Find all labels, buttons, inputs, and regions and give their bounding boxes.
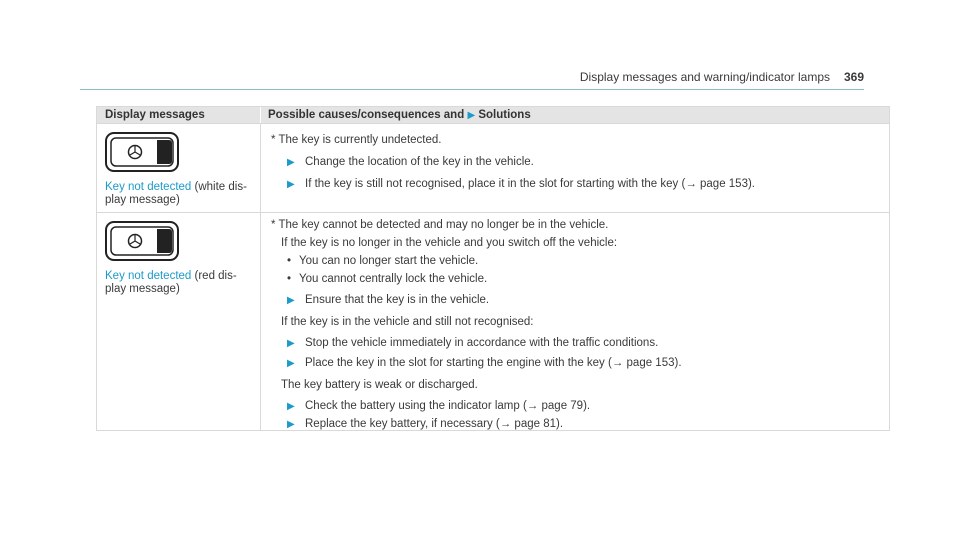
solution-step-text: If the key is still not recognised, place it in the slot for starting with the key (→ page 153).: [305, 178, 755, 190]
causes-solutions-cell: [260, 124, 889, 212]
consequence-text: You cannot centrally lock the vehicle.: [299, 273, 488, 285]
bullet-icon: •: [287, 255, 292, 267]
solution-step: [287, 177, 755, 192]
display-message-text: [105, 270, 260, 296]
page-number: 369: [843, 70, 864, 84]
display-messages-table: [96, 106, 890, 431]
solution-step: [287, 293, 489, 308]
condition-text: If the key is no longer in the vehicle and you switch off the vehicle:: [281, 237, 618, 249]
table-row: [97, 123, 889, 212]
col-header-display-messages: Display messages: [105, 109, 205, 121]
consequence-text: You can no longer start the vehicle.: [299, 255, 479, 267]
message-note: (red dis-: [191, 270, 237, 282]
solution-step: [287, 155, 534, 170]
step-arrow-icon: ▶: [287, 157, 295, 168]
col-header-causes-label: Possible causes/consequences and: [268, 109, 465, 121]
arrow-right-icon: ▶: [467, 110, 476, 121]
page-header: [80, 67, 864, 90]
condition-text: If the key is in the vehicle and still not recognised:: [281, 316, 534, 328]
solution-step-text: Change the location of the key in the vehicle.: [305, 156, 534, 168]
step-arrow-icon: ▶: [287, 358, 295, 369]
table-row: [97, 212, 889, 430]
consequence-item: [287, 254, 478, 268]
display-message-text: [105, 181, 260, 207]
condition-text: The key battery is weak or discharged.: [281, 379, 478, 391]
display-message-cell: [97, 213, 260, 430]
solution-step-text: Stop the vehicle immediately in accordance with the traffic conditions.: [305, 337, 659, 349]
table-header: [97, 107, 889, 123]
step-arrow-icon: ▶: [287, 179, 295, 190]
key-not-detected-link[interactable]: Key not detected: [105, 270, 192, 282]
key-icon: [105, 221, 179, 261]
step-arrow-icon: ▶: [287, 419, 295, 430]
solution-step-text: Check the battery using the indicator lamp (→ page 79).: [305, 400, 591, 412]
step-arrow-icon: ▶: [287, 338, 295, 349]
display-message-cell: [97, 124, 260, 212]
col-header-causes-solutions: [260, 107, 889, 123]
cause-text: * The key is currently undetected.: [271, 134, 442, 146]
header-title: Display messages and warning/indicator lamps: [579, 70, 830, 84]
key-not-detected-link[interactable]: Key not detected: [105, 181, 192, 193]
solution-step: [287, 417, 563, 432]
message-note: (white dis-: [191, 181, 247, 193]
message-note-cont: play message): [105, 283, 180, 295]
message-note-cont: play message): [105, 194, 180, 206]
step-arrow-icon: ▶: [287, 295, 295, 306]
solution-step: [287, 336, 658, 351]
solution-step-text: Replace the key battery, if necessary (→ page 81).: [305, 418, 564, 430]
consequence-item: [287, 272, 487, 286]
bullet-icon: •: [287, 273, 292, 285]
col-header-solutions-label: Solutions: [478, 109, 531, 121]
solution-step: [287, 356, 682, 371]
step-arrow-icon: ▶: [287, 401, 295, 412]
causes-solutions-cell: [260, 213, 889, 430]
solution-step-text: Ensure that the key is in the vehicle.: [305, 294, 490, 306]
solution-step: [287, 399, 590, 414]
key-icon: [105, 132, 179, 172]
solution-step-text: Place the key in the slot for starting the engine with the key (→ page 153).: [305, 357, 682, 369]
cause-text: * The key cannot be detected and may no longer be in the vehicle.: [271, 219, 609, 231]
